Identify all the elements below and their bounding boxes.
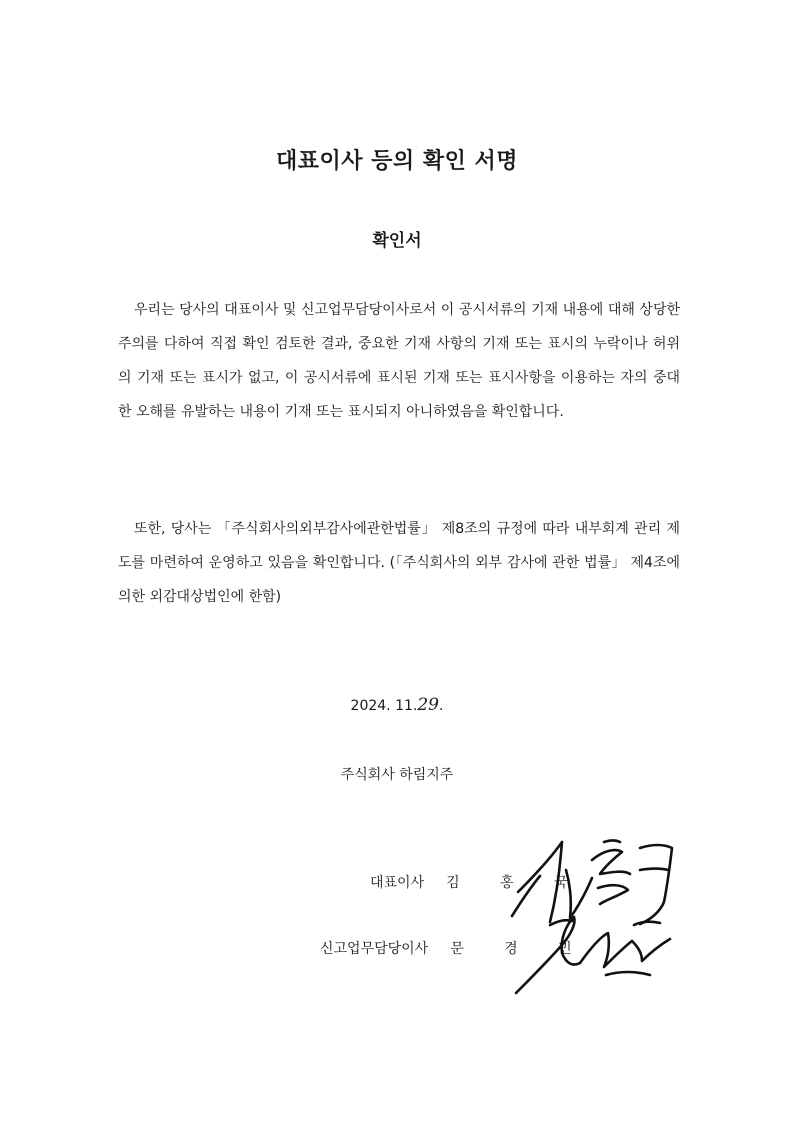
- confirmation-paragraph: 우리는 당사의 대표이사 및 신고업무담당이사로서 이 공시서류의 기재 내용에 대해 상당한 주의를 다하여 직접 확인 검토한 결과, 중요한 기재 사항의 기재 또는 표시의 누락이나 허위의 기재 또는 표시가 없고, 이 공시서류에 표시된 기재 또는 표시사항을 이용하는 자의 중대한 오해를 유발하는 내용이 기재 또는 표시되지 아니하였음을 확인합니다.: [118, 302, 680, 420]
- date-suffix: .: [438, 698, 444, 714]
- handwritten-signature-disclosure-officer: [510, 905, 680, 1000]
- signer-name: 문 경 민: [450, 941, 590, 957]
- document-subtitle: 확인서: [372, 231, 422, 251]
- internal-control-paragraph: 또한, 당사는 「주식회사의외부감사에관한법률」 제8조의 규정에 따라 내부회계 관리 제도를 마련하여 운영하고 있음을 확인합니다. (「주식회사의 외부 감사에 관한 법률」 제4조에 의한 외감대상법인에 한함): [118, 521, 680, 605]
- date-printed: 2024. 11.: [350, 698, 418, 714]
- signer-name: 김 홍 국: [446, 875, 586, 891]
- signer-title: 신고업무담당이사: [320, 941, 429, 957]
- page-title: 대표이사 등의 확인 서명: [276, 149, 518, 174]
- company-name: 주식회사 하림지주: [340, 767, 454, 783]
- signer-title: 대표이사: [370, 875, 425, 891]
- date-line: [0, 695, 794, 715]
- date-handwritten-day: 29: [417, 695, 439, 715]
